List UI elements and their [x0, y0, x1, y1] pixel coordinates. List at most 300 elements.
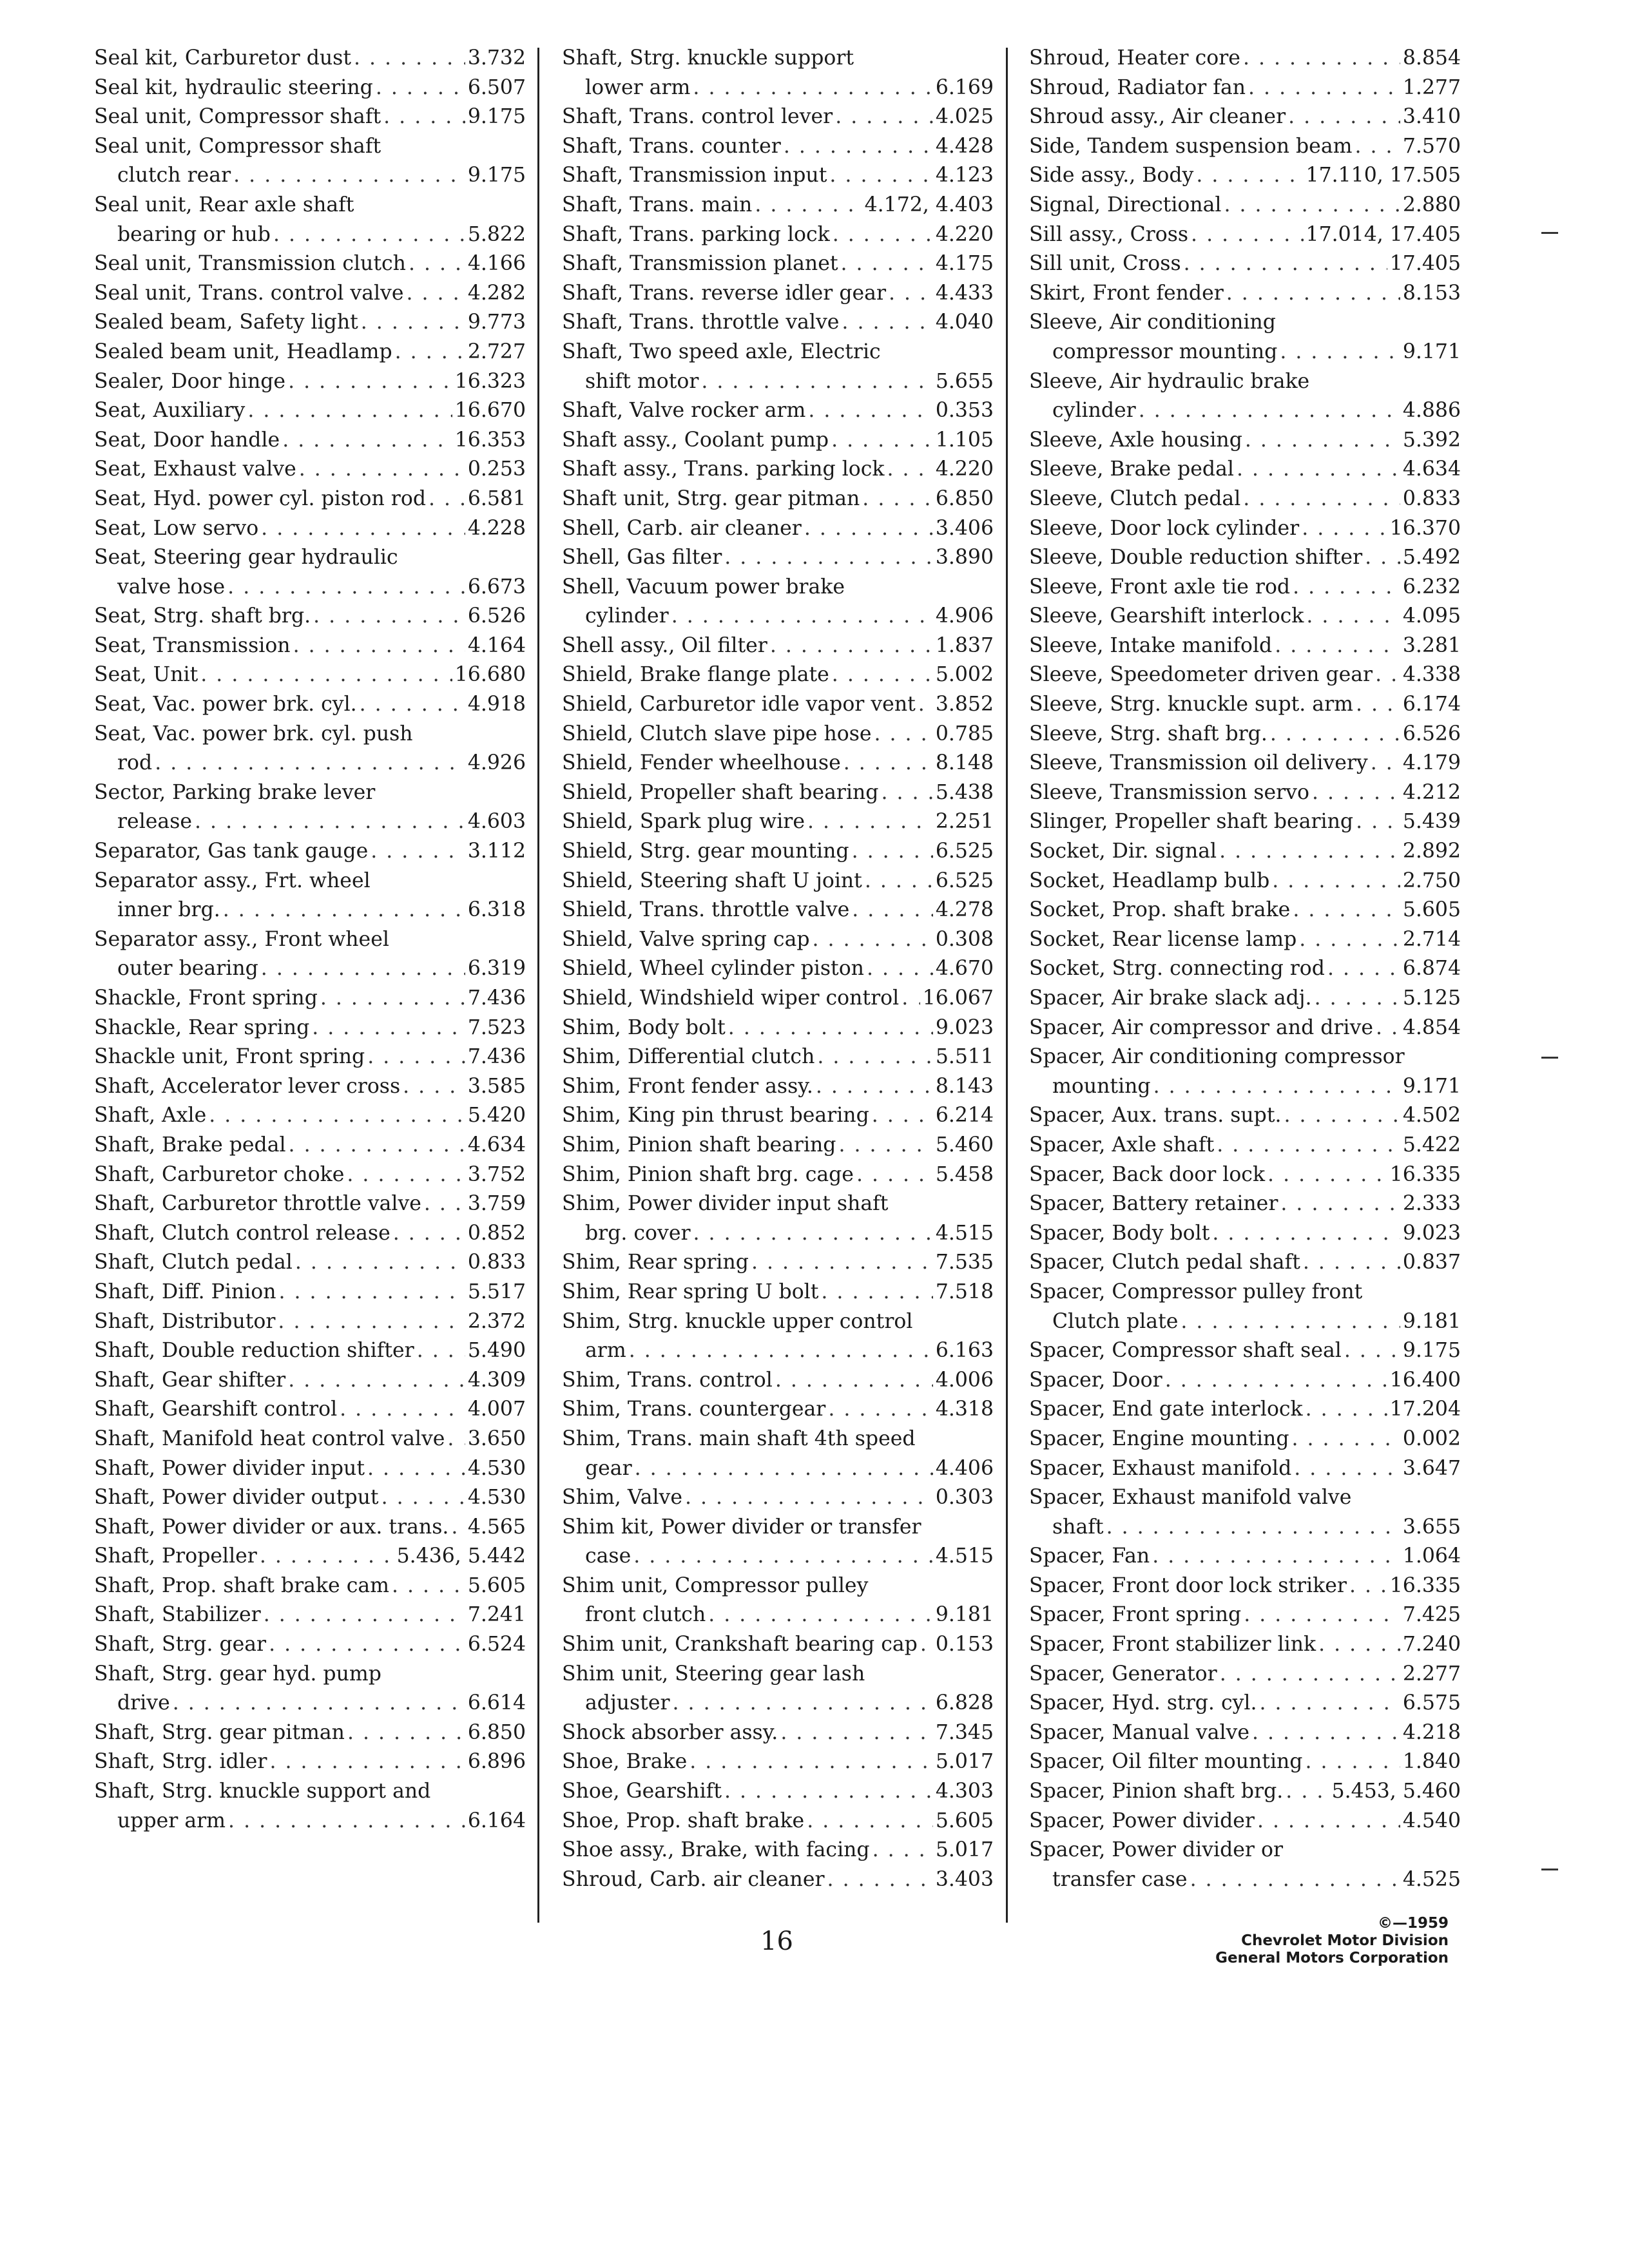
entry-reference: 0.833 — [1402, 486, 1461, 510]
entry-reference: 4.515 — [935, 1221, 994, 1245]
entry-name: Shaft, Carburetor choke — [94, 1162, 345, 1186]
index-entry — [562, 867, 994, 896]
index-entry — [1029, 1014, 1461, 1043]
dot-leader — [1302, 514, 1387, 544]
index-entry — [94, 1248, 526, 1278]
dot-leader — [1305, 1747, 1400, 1777]
dot-leader — [1318, 1630, 1400, 1660]
column-divider — [537, 48, 539, 1923]
index-entry — [94, 426, 526, 456]
entry-reference: 16.670 — [454, 399, 526, 423]
dot-leader — [872, 1836, 933, 1865]
dot-leader — [770, 631, 933, 661]
dot-leader — [1153, 1072, 1400, 1102]
index-entry — [562, 1454, 994, 1484]
dot-leader — [429, 485, 465, 514]
index-entry — [94, 279, 526, 309]
entry-reference: 4.634 — [1402, 457, 1461, 481]
entry-reference: 2.333 — [1402, 1192, 1461, 1216]
index-entry-heading — [562, 338, 994, 367]
dot-leader — [1306, 602, 1400, 631]
entry-name: Shell, Gas filter — [562, 546, 722, 570]
dot-leader — [1259, 1689, 1400, 1718]
entry-reference: 17.110, 17.505 — [1306, 164, 1461, 187]
entry-name: Spacer, Manual valve — [1029, 1720, 1249, 1744]
index-entry — [94, 749, 526, 778]
index-entry — [94, 1189, 526, 1219]
index-entry — [94, 1542, 526, 1571]
dot-leader — [367, 1454, 465, 1484]
entry-reference: 1.837 — [935, 633, 994, 657]
entry-name: Shell assy., Oil filter — [562, 633, 767, 657]
index-entry — [562, 720, 994, 749]
index-entry — [562, 602, 994, 631]
entry-reference: 3.410 — [1402, 105, 1461, 129]
entry-name: Shoe assy., Brake, with facing — [562, 1838, 870, 1862]
dot-leader — [1248, 73, 1400, 103]
entry-name: Sleeve, Transmission servo — [1029, 780, 1309, 804]
entry-name: Shaft, Strg. idler — [94, 1750, 267, 1774]
entry-name: Sleeve, Brake pedal — [1029, 457, 1234, 481]
index-entry — [562, 102, 994, 132]
dot-leader — [701, 367, 932, 397]
index-column-3 — [1029, 44, 1461, 1912]
dot-leader — [195, 807, 465, 837]
dot-leader — [1356, 807, 1400, 837]
index-entry — [1029, 1747, 1461, 1777]
entry-reference: 17.405 — [1389, 252, 1461, 276]
dot-leader — [918, 690, 933, 720]
dot-leader — [155, 749, 465, 778]
entry-name: Shaft, Strg. knuckle support — [562, 46, 854, 70]
index-entry — [562, 1542, 994, 1571]
dot-leader — [1371, 749, 1400, 778]
index-entry — [94, 984, 526, 1014]
entry-reference: 5.605 — [1402, 898, 1461, 922]
entry-reference: 7.436 — [467, 1045, 526, 1069]
entry-name: Spacer, Power divider — [1029, 1809, 1255, 1832]
index-entry — [94, 1600, 526, 1630]
dot-leader — [173, 1689, 465, 1718]
index-entry-heading — [562, 1307, 994, 1337]
index-entry — [94, 102, 526, 132]
entry-name: Sleeve, Front axle tie rod — [1029, 575, 1291, 599]
entry-reference: 6.850 — [467, 1720, 526, 1744]
index-entry — [1029, 1160, 1461, 1190]
entry-name: Shaft, Strg. gear pitman — [94, 1720, 345, 1744]
entry-name: Socket, Dir. signal — [1029, 840, 1217, 863]
entry-name: Shaft, Gearshift control — [94, 1398, 338, 1421]
entry-name: Seat, Hyd. power cyl. piston rod — [94, 486, 426, 510]
dot-leader — [821, 1278, 932, 1307]
index-entry — [562, 1836, 994, 1865]
entry-reference: 16.353 — [454, 428, 526, 452]
dot-leader — [1327, 954, 1400, 984]
entry-reference: 1.105 — [935, 428, 994, 452]
entry-reference: 3.112 — [467, 840, 526, 863]
entry-reference: 7.240 — [1402, 1633, 1461, 1657]
index-entry — [94, 1395, 526, 1425]
dot-leader — [1152, 1542, 1400, 1571]
index-entry — [562, 1366, 994, 1396]
entry-name: front clutch — [585, 1603, 706, 1627]
entry-name: Shell, Carb. air cleaner — [562, 516, 802, 540]
index-entry-heading — [562, 573, 994, 602]
column-divider — [1006, 48, 1008, 1923]
dot-leader — [1344, 1336, 1400, 1366]
index-entry — [1029, 1189, 1461, 1219]
dot-leader — [1293, 896, 1400, 925]
entry-name: Side, Tandem suspension beam — [1029, 134, 1353, 158]
entry-reference: 4.278 — [935, 898, 994, 922]
dot-leader — [288, 1366, 465, 1396]
entry-name: Shim, Differential clutch — [562, 1045, 815, 1069]
entry-name: Sill unit, Cross — [1029, 252, 1181, 276]
entry-reference: 9.175 — [1402, 1339, 1461, 1363]
dot-leader — [312, 1014, 465, 1043]
dot-leader — [367, 1043, 465, 1072]
dot-leader — [1365, 543, 1400, 573]
dot-leader — [1237, 455, 1400, 485]
entry-reference: 5.511 — [935, 1045, 994, 1069]
entry-name: Spacer, Axle shaft — [1029, 1133, 1215, 1157]
dot-leader — [269, 1630, 465, 1660]
entry-reference: 5.422 — [1402, 1133, 1461, 1157]
entry-name: Socket, Prop. shaft brake — [1029, 898, 1291, 922]
dot-leader — [1139, 396, 1400, 426]
dot-leader — [1280, 338, 1400, 367]
dot-leader — [264, 1600, 465, 1630]
index-entry — [94, 1219, 526, 1249]
dot-leader — [808, 396, 932, 426]
dot-leader — [862, 485, 933, 514]
entry-reference: 2.892 — [1402, 840, 1461, 863]
entry-reference: 8.153 — [1402, 281, 1461, 305]
publisher-credit — [1215, 1915, 1449, 1967]
entry-name: Shield, Carburetor idle vapor vent — [562, 693, 916, 716]
entry-name: transfer case — [1052, 1867, 1188, 1891]
index-entry-heading — [1029, 1836, 1461, 1865]
entry-name: Slinger, Propeller shaft bearing — [1029, 810, 1354, 834]
entry-reference: 4.166 — [467, 252, 526, 276]
entry-name: Shroud, Radiator fan — [1029, 75, 1246, 99]
entry-name: Spacer, End gate interlock — [1029, 1398, 1303, 1421]
entry-reference: 5.605 — [935, 1809, 994, 1832]
dot-leader — [376, 73, 465, 103]
entry-reference: 2.251 — [935, 810, 994, 834]
entry-reference: 9.023 — [935, 1015, 994, 1039]
entry-name: Shaft, Transmission input — [562, 164, 827, 187]
index-entry — [94, 485, 526, 514]
index-entry — [1029, 778, 1461, 808]
dot-leader — [451, 1513, 465, 1542]
entry-name: Shackle, Front spring — [94, 986, 318, 1010]
entry-name: Shaft assy., Coolant pump — [562, 428, 829, 452]
dot-leader — [1349, 1571, 1387, 1601]
entry-reference: 5.436, 5.442 — [396, 1544, 526, 1568]
entry-reference: 7.570 — [1402, 134, 1461, 158]
index-entry — [94, 514, 526, 544]
dot-leader — [685, 1483, 933, 1513]
index-entry — [1029, 1454, 1461, 1484]
index-entry — [562, 1395, 994, 1425]
index-entry — [1029, 1219, 1461, 1249]
index-entry — [1029, 867, 1461, 896]
entry-name: Spacer, Air compressor and drive — [1029, 1015, 1374, 1039]
dot-leader — [313, 602, 465, 631]
entry-name: Seat, Door handle — [94, 428, 280, 452]
dot-leader — [1184, 249, 1387, 279]
entry-name: Shell, Vacuum power brake — [562, 575, 845, 599]
entry-reference: 6.581 — [467, 486, 526, 510]
dot-leader — [1306, 1395, 1387, 1425]
entry-reference: 3.759 — [467, 1192, 526, 1216]
entry-name: Spacer, Engine mounting — [1029, 1427, 1289, 1450]
division-line: Chevrolet Motor Division — [1241, 1932, 1449, 1949]
entry-reference: 4.502 — [1402, 1104, 1461, 1128]
entry-reference: 16.335 — [1389, 1573, 1461, 1597]
dot-leader — [865, 867, 933, 896]
index-entry — [94, 1014, 526, 1043]
dot-leader — [833, 220, 933, 250]
margin-mark — [1541, 1057, 1558, 1059]
index-entry-heading — [1029, 1483, 1461, 1513]
entry-name: Sealed beam, Safety light — [94, 311, 358, 334]
index-entry — [562, 749, 994, 778]
index-entry — [562, 807, 994, 837]
entry-name: Shaft, Double reduction shifter — [94, 1339, 414, 1363]
entry-name: Shackle unit, Front spring — [94, 1045, 365, 1069]
index-entry — [1029, 1689, 1461, 1718]
margin-mark — [1541, 232, 1558, 234]
index-entry — [562, 514, 994, 544]
entry-reference: 7.425 — [1402, 1603, 1461, 1627]
entry-reference: 5.655 — [935, 369, 994, 393]
dot-leader — [1212, 1219, 1400, 1249]
entry-name: Sealed beam unit, Headlamp — [94, 340, 392, 363]
index-entry — [1029, 426, 1461, 456]
entry-name: Spacer, Front spring — [1029, 1603, 1242, 1627]
entry-name: brg. cover — [585, 1221, 691, 1245]
dot-leader — [1226, 279, 1400, 309]
entry-reference: 0.303 — [935, 1486, 994, 1510]
index-entry — [562, 1072, 994, 1102]
entry-name: Seal unit, Trans. control valve — [94, 281, 404, 305]
dot-leader — [227, 573, 465, 602]
dot-leader — [889, 279, 933, 309]
index-entry — [94, 837, 526, 867]
entry-name: drive — [117, 1691, 170, 1715]
entry-name: shaft — [1052, 1515, 1104, 1539]
entry-name: Shaft, Accelerator lever cross — [94, 1074, 401, 1098]
entry-reference: 5.017 — [935, 1750, 994, 1774]
index-entry — [1029, 132, 1461, 162]
index-entry — [94, 1571, 526, 1601]
entry-reference: 4.228 — [467, 516, 526, 540]
dot-leader — [1257, 1807, 1400, 1836]
index-entry — [94, 1630, 526, 1660]
index-entry — [1029, 660, 1461, 690]
entry-name: Spacer, Clutch pedal shaft — [1029, 1251, 1300, 1274]
index-entry — [562, 308, 994, 338]
dot-leader — [393, 1219, 465, 1249]
index-entry — [1029, 1777, 1461, 1807]
entry-reference: 4.007 — [467, 1398, 526, 1421]
index-entry — [1029, 749, 1461, 778]
entry-reference: 4.220 — [935, 222, 994, 246]
entry-name: Sector, Parking brake lever — [94, 780, 376, 804]
entry-name: Shield, Windshield wiper control — [562, 986, 900, 1010]
entry-reference: 0.308 — [935, 927, 994, 951]
index-entry — [1029, 602, 1461, 631]
dot-leader — [320, 984, 465, 1014]
entry-name: Shaft, Clutch control release — [94, 1221, 390, 1245]
entry-reference: 6.318 — [467, 898, 526, 922]
index-entry — [1029, 338, 1461, 367]
entry-name: Sleeve, Gearshift interlock — [1029, 604, 1304, 628]
entry-reference: 4.040 — [935, 311, 994, 334]
index-entry — [94, 1425, 526, 1454]
entry-name: Shaft, Power divider output — [94, 1486, 379, 1510]
dot-leader — [629, 1336, 933, 1366]
index-entry — [562, 1248, 994, 1278]
entry-reference: 5.490 — [467, 1339, 526, 1363]
entry-reference: 4.530 — [467, 1486, 526, 1510]
entry-name: Separator assy., Frt. wheel — [94, 869, 371, 892]
entry-name: Shaft, Strg. knuckle support and — [94, 1780, 431, 1803]
entry-reference: 6.896 — [467, 1750, 526, 1774]
dot-leader — [233, 161, 465, 191]
entry-name: rod — [117, 751, 153, 775]
entry-name: bearing or hub — [117, 222, 271, 246]
entry-name: Spacer, Air conditioning compressor — [1029, 1045, 1405, 1069]
index-column-1 — [94, 44, 526, 1912]
entry-name: Shaft, Power divider or aux. trans. — [94, 1515, 449, 1539]
entry-reference: 4.218 — [1402, 1720, 1461, 1744]
index-entry — [1029, 954, 1461, 984]
index-entry-heading — [562, 1425, 994, 1454]
entry-name: Spacer, Back door lock — [1029, 1162, 1266, 1186]
index-entry — [94, 1072, 526, 1102]
dot-leader — [1181, 1307, 1400, 1337]
entry-reference: 1.064 — [1402, 1544, 1461, 1568]
index-entry-heading — [94, 543, 526, 573]
entry-name: Sealer, Door hinge — [94, 369, 286, 393]
entry-name: Spacer, Compressor pulley front — [1029, 1280, 1363, 1303]
index-entry — [94, 954, 526, 984]
entry-reference: 3.281 — [1402, 633, 1461, 657]
entry-name: Sleeve, Door lock cylinder — [1029, 516, 1300, 540]
entry-reference: 4.123 — [935, 164, 994, 187]
entry-name: Shield, Steering shaft U joint — [562, 869, 862, 892]
index-entry — [94, 573, 526, 602]
entry-reference: 4.603 — [467, 810, 526, 834]
index-entry — [1029, 191, 1461, 220]
index-entry — [1029, 1395, 1461, 1425]
entry-name: Shaft, Diff. Pinion — [94, 1280, 276, 1303]
entry-reference: 6.214 — [935, 1104, 994, 1128]
dot-leader — [447, 1425, 465, 1454]
index-entry — [562, 220, 994, 250]
dot-leader — [1299, 925, 1400, 955]
entry-reference: 2.372 — [467, 1309, 526, 1333]
entry-name: Shroud, Heater core — [1029, 46, 1240, 70]
entry-name: cylinder — [1052, 399, 1136, 423]
entry-name: Shaft, Strg. gear hyd. pump — [94, 1662, 381, 1686]
entry-reference: 16.067 — [922, 986, 994, 1010]
index-entry — [94, 1513, 526, 1542]
entry-reference: 9.171 — [1402, 1074, 1461, 1098]
entry-name: Shaft unit, Strg. gear pitman — [562, 486, 860, 510]
entry-name: Shim kit, Power divider or transfer — [562, 1515, 921, 1539]
entry-reference: 6.575 — [1402, 1691, 1461, 1715]
entry-reference: 3.655 — [1402, 1515, 1461, 1539]
dot-leader — [842, 308, 932, 338]
index-entry — [562, 1600, 994, 1630]
index-entry — [1029, 925, 1461, 955]
dot-leader — [775, 1366, 933, 1396]
entry-reference: 6.163 — [935, 1339, 994, 1363]
dot-leader — [838, 1131, 932, 1160]
index-entry — [1029, 720, 1461, 749]
entry-reference: 4.025 — [935, 105, 994, 129]
entry-name: Spacer, Air brake slack adj. — [1029, 986, 1312, 1010]
index-entry — [562, 1865, 994, 1895]
entry-reference: 4.309 — [467, 1368, 526, 1392]
dot-leader — [689, 1747, 933, 1777]
margin-mark — [1541, 1869, 1558, 1870]
dot-leader — [1303, 1248, 1400, 1278]
dot-leader — [751, 1248, 933, 1278]
index-entry — [94, 367, 526, 397]
entry-reference: 4.886 — [1402, 399, 1461, 423]
dot-leader — [1243, 44, 1400, 73]
entry-name: Shaft, Distributor — [94, 1309, 276, 1333]
entry-reference: 5.822 — [467, 222, 526, 246]
dot-leader — [1268, 1160, 1387, 1190]
entry-name: Seat, Vac. power brk. cyl. push — [94, 722, 413, 745]
index-entry-heading — [562, 1571, 994, 1601]
index-entry — [1029, 1865, 1461, 1895]
index-entry — [94, 1043, 526, 1072]
index-entry — [1029, 1571, 1461, 1601]
dot-leader — [347, 1160, 465, 1190]
dot-leader — [261, 954, 465, 984]
entry-name: Spacer, Front door lock striker — [1029, 1573, 1347, 1597]
entry-reference: 7.518 — [935, 1280, 994, 1303]
entry-name: Spacer, Door — [1029, 1368, 1162, 1392]
entry-name: Shaft, Clutch pedal — [94, 1251, 293, 1274]
dot-leader — [299, 455, 465, 485]
entry-reference: 7.241 — [467, 1603, 526, 1627]
index-entry — [562, 1043, 994, 1072]
entry-name: Shield, Propeller shaft bearing — [562, 780, 879, 804]
dot-leader — [381, 1483, 465, 1513]
entry-reference: 4.303 — [935, 1780, 994, 1803]
entry-name: Shim unit, Steering gear lash — [562, 1662, 865, 1686]
entry-name: Shim, Strg. knuckle upper control — [562, 1309, 913, 1333]
dot-leader — [360, 690, 465, 720]
entry-name: Shaft, Trans. throttle valve — [562, 311, 840, 334]
dot-leader — [395, 338, 465, 367]
entry-name: Spacer, Generator — [1029, 1662, 1217, 1686]
dot-leader — [816, 1072, 933, 1102]
entry-reference: 6.526 — [467, 604, 526, 628]
entry-name: Spacer, Hyd. strg. cyl. — [1029, 1691, 1257, 1715]
index-entry-heading — [94, 1777, 526, 1807]
dot-leader — [807, 807, 933, 837]
entry-name: compressor mounting — [1052, 340, 1278, 363]
